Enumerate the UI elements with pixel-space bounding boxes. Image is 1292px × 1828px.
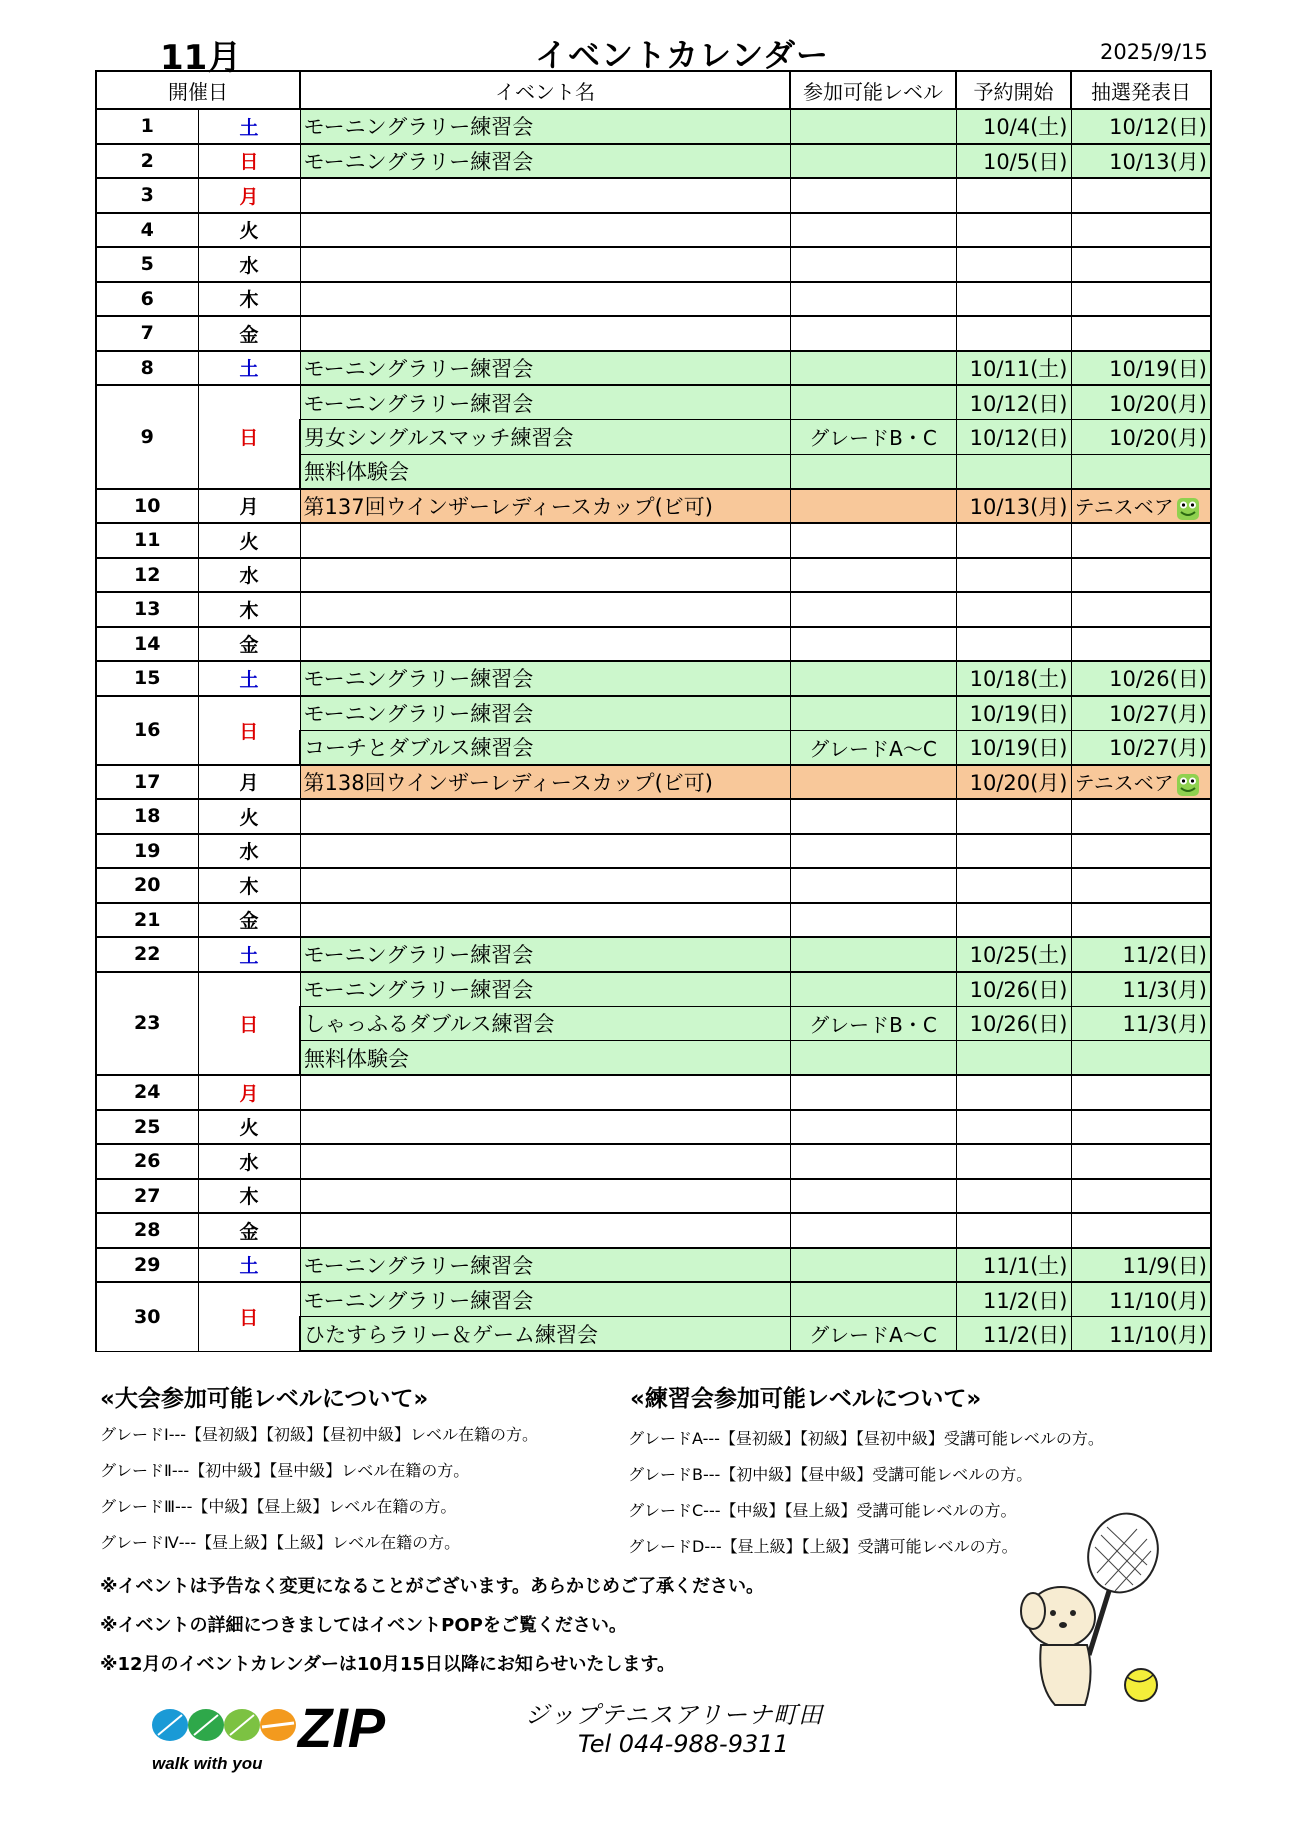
- day-number: 2: [96, 144, 198, 179]
- calendar-row: [96, 903, 1211, 938]
- event-name: [300, 282, 790, 317]
- weekday: 日: [198, 385, 300, 489]
- event-name: モーニングラリー練習会: [300, 661, 790, 696]
- event-name: モーニングラリー練習会: [300, 109, 790, 144]
- reservation-start: [956, 558, 1071, 593]
- participation-level: グレードB・C: [790, 1006, 956, 1041]
- participation-level: [790, 558, 956, 593]
- reservation-start: 10/19(日): [956, 730, 1071, 765]
- participation-level: [790, 213, 956, 248]
- participation-level: [790, 178, 956, 213]
- calendar-row: [96, 351, 1211, 386]
- lottery-date: [1071, 523, 1211, 558]
- reservation-start: [956, 1041, 1071, 1076]
- day-number: 18: [96, 799, 198, 834]
- tennisbear-frog-icon: [1176, 497, 1200, 521]
- calendar-row: [96, 247, 1211, 282]
- weekday: 木: [198, 868, 300, 903]
- lottery-date: [1071, 282, 1211, 317]
- weekday: 土: [198, 109, 300, 144]
- reservation-start: [956, 1075, 1071, 1110]
- calendar-row: [96, 213, 1211, 248]
- weekday: 水: [198, 834, 300, 869]
- lottery-date: 10/13(月): [1071, 144, 1211, 179]
- day-number: 19: [96, 834, 198, 869]
- reservation-start: [956, 1110, 1071, 1145]
- reservation-start: 10/19(日): [956, 696, 1071, 731]
- event-name: 第137回ウインザーレディースカップ(ビ可): [300, 489, 790, 524]
- reservation-start: [956, 178, 1071, 213]
- practice-level-line: グレードB---【初中級】【昼中級】受講可能レベルの方。: [628, 1465, 1033, 1484]
- day-number: 10: [96, 489, 198, 524]
- reservation-start: 10/12(日): [956, 420, 1071, 455]
- participation-level: [790, 834, 956, 869]
- calendar-row: [96, 1248, 1211, 1283]
- day-number: 26: [96, 1144, 198, 1179]
- participation-level: グレードB・C: [790, 420, 956, 455]
- weekday: 月: [198, 489, 300, 524]
- participation-level: [790, 592, 956, 627]
- weekday: 水: [198, 1144, 300, 1179]
- calendar-row: [96, 316, 1211, 351]
- day-number: 12: [96, 558, 198, 593]
- event-name: [300, 1213, 790, 1248]
- lottery-date: 10/26(日): [1071, 661, 1211, 696]
- calendar-row: [96, 868, 1211, 903]
- lottery-date: [1071, 454, 1211, 489]
- event-name: [300, 834, 790, 869]
- calendar-row: [96, 592, 1211, 627]
- event-name: [300, 1075, 790, 1110]
- participation-level: [790, 1110, 956, 1145]
- weekday: 金: [198, 903, 300, 938]
- lottery-date: [1071, 1213, 1211, 1248]
- reservation-start: [956, 454, 1071, 489]
- day-number: 22: [96, 937, 198, 972]
- lottery-date: [1071, 178, 1211, 213]
- lottery-date: 10/20(月): [1071, 385, 1211, 420]
- reservation-start: 10/12(日): [956, 385, 1071, 420]
- day-number: 30: [96, 1282, 198, 1351]
- logo-tagline: walk with you: [152, 1754, 263, 1773]
- day-number: 17: [96, 765, 198, 800]
- reservation-start: 10/4(土): [956, 109, 1071, 144]
- reservation-start: [956, 903, 1071, 938]
- event-name: [300, 316, 790, 351]
- lottery-date: [1071, 868, 1211, 903]
- event-name: [300, 1110, 790, 1145]
- table-header-row: [96, 71, 1211, 109]
- participation-level: [790, 489, 956, 524]
- participation-level: [790, 661, 956, 696]
- participation-level: [790, 282, 956, 317]
- weekday: 火: [198, 213, 300, 248]
- page-title: イベントカレンダー: [535, 36, 829, 74]
- lottery-date: [1071, 765, 1211, 800]
- weekday: 水: [198, 558, 300, 593]
- day-number: 13: [96, 592, 198, 627]
- event-name: [300, 903, 790, 938]
- day-number: 7: [96, 316, 198, 351]
- participation-level: グレードA～C: [790, 1317, 956, 1352]
- calendar-row: [96, 1213, 1211, 1248]
- participation-level: [790, 765, 956, 800]
- lottery-date: 10/12(日): [1071, 109, 1211, 144]
- tel-label: Tel: [578, 1730, 612, 1758]
- day-number: 11: [96, 523, 198, 558]
- participation-level: [790, 868, 956, 903]
- participation-level: [790, 1041, 956, 1076]
- day-number: 16: [96, 696, 198, 765]
- dog-body: [1040, 1645, 1090, 1705]
- lottery-date: 11/2(日): [1071, 937, 1211, 972]
- reservation-start: [956, 247, 1071, 282]
- day-number: 15: [96, 661, 198, 696]
- col-header-level: 参加可能レベル: [790, 71, 956, 109]
- tennisbear-frog-icon: [1176, 773, 1200, 797]
- event-name: モーニングラリー練習会: [300, 144, 790, 179]
- weekday: 月: [198, 178, 300, 213]
- event-name: [300, 627, 790, 662]
- lottery-date: [1071, 558, 1211, 593]
- event-name: [300, 213, 790, 248]
- tournament-levels-title: «大会参加可能レベルについて»: [100, 1386, 429, 1412]
- reservation-start: [956, 1144, 1071, 1179]
- reservation-start: [956, 213, 1071, 248]
- lottery-date: [1071, 592, 1211, 627]
- tournament-level-line: グレードⅡ---【初中級】【昼中級】レベル在籍の方。: [100, 1461, 470, 1480]
- participation-level: [790, 696, 956, 731]
- lottery-date: 11/10(月): [1071, 1282, 1211, 1317]
- day-number: 24: [96, 1075, 198, 1110]
- calendar-row: [96, 385, 1211, 420]
- participation-level: グレードA～C: [790, 730, 956, 765]
- event-name: [300, 247, 790, 282]
- reservation-start: 11/2(日): [956, 1317, 1071, 1352]
- day-number: 6: [96, 282, 198, 317]
- event-name: 男女シングルスマッチ練習会: [300, 420, 790, 455]
- col-header-date: 開催日: [96, 71, 300, 109]
- day-number: 20: [96, 868, 198, 903]
- reservation-start: 11/2(日): [956, 1282, 1071, 1317]
- zip-logo: [148, 1695, 428, 1775]
- weekday: 土: [198, 351, 300, 386]
- shop-telephone: [578, 1730, 789, 1758]
- lottery-date: [1071, 1075, 1211, 1110]
- event-name: モーニングラリー練習会: [300, 351, 790, 386]
- calendar-row: [96, 1144, 1211, 1179]
- lottery-date: [1071, 489, 1211, 524]
- tennis-ball: [1125, 1669, 1157, 1701]
- participation-level: [790, 1282, 956, 1317]
- weekday: 火: [198, 523, 300, 558]
- event-name: 第138回ウインザーレディースカップ(ビ可): [300, 765, 790, 800]
- tournament-level-line: グレードⅣ---【昼上級】【上級】レベル在籍の方。: [100, 1533, 461, 1552]
- calendar-body: [96, 109, 1211, 1351]
- reservation-start: 10/26(日): [956, 972, 1071, 1007]
- lottery-date: [1071, 627, 1211, 662]
- lottery-date: [1071, 213, 1211, 248]
- event-name: モーニングラリー練習会: [300, 1282, 790, 1317]
- calendar-row: [96, 178, 1211, 213]
- col-header-reserve: 予約開始: [956, 71, 1071, 109]
- col-header-event: イベント名: [300, 71, 790, 109]
- participation-level: [790, 903, 956, 938]
- note-next-month: ※12月のイベントカレンダーは10月15日以降にお知らせいたします。: [100, 1654, 675, 1675]
- event-name: モーニングラリー練習会: [300, 1248, 790, 1283]
- weekday: 火: [198, 1110, 300, 1145]
- event-name: しゃっふるダブルス練習会: [300, 1006, 790, 1041]
- day-number: 1: [96, 109, 198, 144]
- calendar-row: [96, 1179, 1211, 1214]
- event-name: [300, 558, 790, 593]
- event-name: 無料体験会: [300, 454, 790, 489]
- event-name: モーニングラリー練習会: [300, 696, 790, 731]
- participation-level: [790, 627, 956, 662]
- calendar-row: [96, 489, 1211, 524]
- calendar-row: [96, 661, 1211, 696]
- calendar-row: [96, 696, 1211, 731]
- tournament-level-line: グレードⅢ---【中級】【昼上級】レベル在籍の方。: [100, 1497, 457, 1516]
- reservation-start: 10/18(土): [956, 661, 1071, 696]
- weekday: 日: [198, 696, 300, 765]
- calendar-row: [96, 1282, 1211, 1317]
- calendar-row: [96, 282, 1211, 317]
- lottery-date: [1071, 903, 1211, 938]
- participation-level: [790, 385, 956, 420]
- calendar-row: [96, 972, 1211, 1007]
- event-name: [300, 799, 790, 834]
- reservation-start: 10/13(月): [956, 489, 1071, 524]
- lottery-date: 10/19(日): [1071, 351, 1211, 386]
- event-name: 無料体験会: [300, 1041, 790, 1076]
- weekday: 木: [198, 282, 300, 317]
- weekday: 土: [198, 937, 300, 972]
- participation-level: [790, 1075, 956, 1110]
- lottery-date: [1071, 247, 1211, 282]
- lottery-date: [1071, 316, 1211, 351]
- lottery-date: 10/20(月): [1071, 420, 1211, 455]
- participation-level: [790, 454, 956, 489]
- day-number: 21: [96, 903, 198, 938]
- participation-level: [790, 1144, 956, 1179]
- reservation-start: [956, 799, 1071, 834]
- note-details: ※イベントの詳細につきましてはイベントPOPをご覧ください。: [100, 1615, 627, 1636]
- participation-level: [790, 523, 956, 558]
- weekday: 水: [198, 247, 300, 282]
- practice-level-line: グレードC---【中級】【昼上級】受講可能レベルの方。: [628, 1501, 1017, 1520]
- partner-label: テニスベア: [1074, 495, 1174, 519]
- event-name: コーチとダブルス練習会: [300, 730, 790, 765]
- weekday: 木: [198, 1179, 300, 1214]
- reservation-start: 11/1(土): [956, 1248, 1071, 1283]
- weekday: 月: [198, 765, 300, 800]
- lottery-date: [1071, 834, 1211, 869]
- participation-level: [790, 351, 956, 386]
- participation-level: [790, 799, 956, 834]
- reservation-start: 10/25(土): [956, 937, 1071, 972]
- dog-mascot-illustration: [1015, 1505, 1175, 1715]
- month-label: 11月: [160, 38, 242, 78]
- lottery-date: 11/10(月): [1071, 1317, 1211, 1352]
- lottery-date: 10/27(月): [1071, 696, 1211, 731]
- weekday: 木: [198, 592, 300, 627]
- reservation-start: 10/11(土): [956, 351, 1071, 386]
- weekday: 日: [198, 144, 300, 179]
- lottery-date: 10/27(月): [1071, 730, 1211, 765]
- lottery-date: [1071, 1041, 1211, 1076]
- calendar-row: [96, 1075, 1211, 1110]
- tel-number: 044-988-9311: [618, 1730, 789, 1758]
- day-number: 14: [96, 627, 198, 662]
- tournament-level-line: グレードⅠ---【昼初級】【初級】【昼初中級】レベル在籍の方。: [100, 1425, 539, 1444]
- reservation-start: [956, 1179, 1071, 1214]
- event-name: モーニングラリー練習会: [300, 972, 790, 1007]
- weekday: 日: [198, 1282, 300, 1351]
- lottery-date: 11/3(月): [1071, 972, 1211, 1007]
- lottery-date: 11/9(日): [1071, 1248, 1211, 1283]
- reservation-start: 10/26(日): [956, 1006, 1071, 1041]
- practice-level-line: グレードA---【昼初級】【初級】【昼初中級】受講可能レベルの方。: [628, 1429, 1104, 1448]
- weekday: 金: [198, 627, 300, 662]
- calendar-row: [96, 627, 1211, 662]
- partner-label: テニスベア: [1074, 771, 1174, 795]
- participation-level: [790, 972, 956, 1007]
- weekday: 金: [198, 1213, 300, 1248]
- calendar-row: [96, 765, 1211, 800]
- day-number: 25: [96, 1110, 198, 1145]
- weekday: 金: [198, 316, 300, 351]
- event-calendar-table: [95, 70, 1212, 1352]
- day-number: 27: [96, 1179, 198, 1214]
- note-change: ※イベントは予告なく変更になることがございます。あらかじめご了承ください。: [100, 1576, 765, 1597]
- calendar-row: [96, 558, 1211, 593]
- practice-level-line: グレードD---【昼上級】【上級】受講可能レベルの方。: [628, 1537, 1018, 1556]
- reservation-start: [956, 523, 1071, 558]
- calendar-row: [96, 799, 1211, 834]
- day-number: 3: [96, 178, 198, 213]
- reservation-start: [956, 316, 1071, 351]
- calendar-row: [96, 109, 1211, 144]
- calendar-row: [96, 937, 1211, 972]
- reservation-start: 10/5(日): [956, 144, 1071, 179]
- reservation-start: [956, 1213, 1071, 1248]
- lottery-date: 11/3(月): [1071, 1006, 1211, 1041]
- reservation-start: [956, 282, 1071, 317]
- day-number: 9: [96, 385, 198, 489]
- day-number: 8: [96, 351, 198, 386]
- day-number: 28: [96, 1213, 198, 1248]
- issue-date: 2025/9/15: [1100, 40, 1208, 64]
- participation-level: [790, 1179, 956, 1214]
- calendar-row: [96, 144, 1211, 179]
- day-number: 29: [96, 1248, 198, 1283]
- reservation-start: 10/20(月): [956, 765, 1071, 800]
- event-name: [300, 178, 790, 213]
- participation-level: [790, 247, 956, 282]
- participation-level: [790, 316, 956, 351]
- calendar-row: [96, 523, 1211, 558]
- event-name: モーニングラリー練習会: [300, 385, 790, 420]
- weekday: 土: [198, 1248, 300, 1283]
- weekday: 土: [198, 661, 300, 696]
- calendar-row: [96, 1110, 1211, 1145]
- calendar-row: [96, 834, 1211, 869]
- lottery-date: [1071, 1110, 1211, 1145]
- participation-level: [790, 1248, 956, 1283]
- reservation-start: [956, 834, 1071, 869]
- col-header-lottery: 抽選発表日: [1071, 71, 1211, 109]
- day-number: 4: [96, 213, 198, 248]
- lottery-date: [1071, 1144, 1211, 1179]
- practice-levels-title: «練習会参加可能レベルについて»: [630, 1386, 982, 1412]
- reservation-start: [956, 592, 1071, 627]
- event-name: [300, 592, 790, 627]
- participation-level: [790, 937, 956, 972]
- racket-head: [1077, 1505, 1168, 1602]
- event-name: [300, 1144, 790, 1179]
- event-name: [300, 1179, 790, 1214]
- weekday: 火: [198, 799, 300, 834]
- event-name: モーニングラリー練習会: [300, 937, 790, 972]
- lottery-date: [1071, 799, 1211, 834]
- reservation-start: [956, 627, 1071, 662]
- event-name: ひたすらラリー＆ゲーム練習会: [300, 1317, 790, 1352]
- participation-level: [790, 1213, 956, 1248]
- day-number: 23: [96, 972, 198, 1076]
- weekday: 日: [198, 972, 300, 1076]
- shop-name: ジップテニスアリーナ町田: [525, 1701, 824, 1729]
- reservation-start: [956, 868, 1071, 903]
- lottery-date: [1071, 1179, 1211, 1214]
- weekday: 月: [198, 1075, 300, 1110]
- day-number: 5: [96, 247, 198, 282]
- event-name: [300, 868, 790, 903]
- event-name: [300, 523, 790, 558]
- participation-level: [790, 144, 956, 179]
- logo-wordmark: ZIP: [298, 1696, 386, 1759]
- participation-level: [790, 109, 956, 144]
